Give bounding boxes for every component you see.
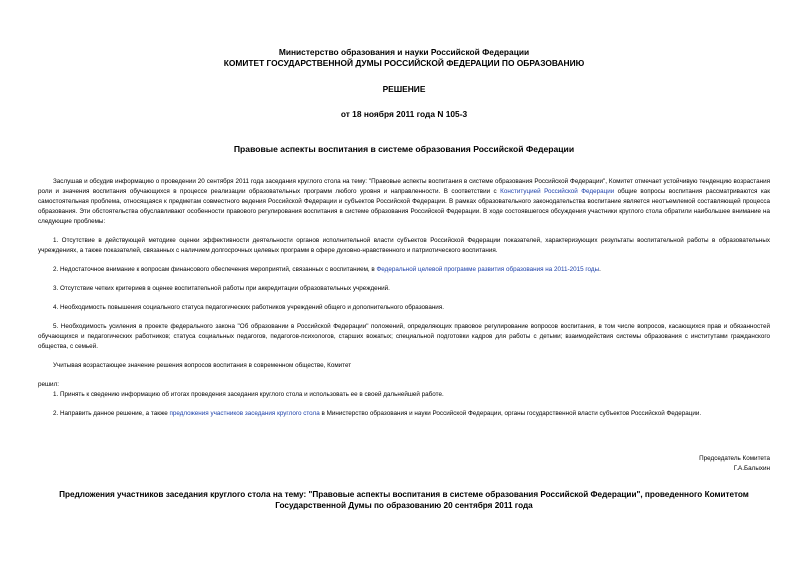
intro-text-1: Заслушав и обсудив информацию о проведении 20 сентября 2011 года заседания круглого стола на тему: "Правовые аспекты воспитания в системе образования Российской Федерации", Комитет отмечает устойчивую тенденцию возрастания роли и значения воспитания обучающихся в процессе реализации образовательных программ любого уровня и направленности. В соответствии с bbox=[38, 178, 770, 195]
intro-text-2: общие вопросы воспитания рассматриваются как самостоятельная проблема, относящаяся к предметам совместного ведения Российской Федерации и субъектов Российской Федерации. В рамках образовательного законодательства воспитание является неотъемлемой составляющей процесса образования. Эти обстоятельства обуславливают особенности правового регулирования воспитания в системе образования Российской Федерации. В ходе состоявшегося обсуждения участники круглого стола обратили наибольшее внимание на следующие проблемы: bbox=[38, 188, 770, 225]
document-title: Правовые аспекты воспитания в системе образования Российской Федерации bbox=[233, 144, 575, 154]
signature-role: Председатель Комитета bbox=[699, 455, 770, 462]
committee-heading: КОМИТЕТ ГОСУДАРСТВЕННОЙ ДУМЫ РОССИЙСКОЙ ФЕДЕРАЦИИ ПО ОБРАЗОВАНИЮ bbox=[223, 58, 585, 68]
problem-item-3: 3. Отсутствие четких критериев в оценке воспитательной работы при аккредитации образовательных учреждений. bbox=[53, 285, 390, 292]
problem-item-5: 5. Необходимость усиления в проекте федерального закона "Об образовании в Российской Федерации" положений, определяющих правовое регулирование вопросов воспитания, в том числе вопросов, касающихся прав и обязанностей обучающихся и педагогических работников; статуса социальных педагогов, педагогов-психологов, старших вожатых; специальной подготовки кадров для работы с детьми; взаимодействия системы образования с институтами гражданского общества, с семьей. bbox=[38, 323, 770, 350]
decision-heading: РЕШЕНИЕ bbox=[382, 84, 426, 94]
problem-item-2-text-1: 2. Недостаточное внимание к вопросам финансового обеспечения мероприятий, связанных с воспитанием, в bbox=[53, 266, 377, 273]
proposals-heading: Предложения участников заседания круглого стола на тему: "Правовые аспекты воспитания в системе образования Российской Федерации", проведенного Комитетом Государственной Думы по образованию 20 сентября 2011 года bbox=[59, 490, 749, 510]
resolution-item-2-text-1: 2. Направить данное решение, а также bbox=[53, 410, 170, 417]
problem-item-4: 4. Необходимость повышения социального статуса педагогических работников учреждений общего и дополнительного образования. bbox=[53, 304, 444, 311]
ministry-heading: Министерство образования и науки Российской Федерации bbox=[278, 47, 530, 57]
resolution-item-2-text-2: в Министерство образования и науки Российской Федерации, органы государственной власти субъектов Российской Федерации. bbox=[319, 410, 702, 417]
considering-paragraph: Учитывая возрастающее значение решения вопросов воспитания в современном обществе, Комитет bbox=[53, 362, 352, 369]
resolved-label: решил: bbox=[38, 381, 59, 388]
problem-item-1: 1. Отсутствие в действующей методике оценки эффективности деятельности органов исполнительной власти субъектов Российской Федерации показателей, характеризующих результаты воспитательной работы в образовательных учреждениях, а также показателей, связанных с наличием долгосрочных целевых программ в сфере духовно-нравственного и патриотического воспитания. bbox=[38, 237, 770, 254]
signature-name: Г.А.Балыхин bbox=[733, 465, 770, 472]
constitution-link[interactable]: Конституцией Российской Федерации bbox=[500, 188, 615, 195]
signature-block bbox=[38, 454, 770, 474]
document-body bbox=[38, 177, 770, 419]
decision-date: от 18 ноября 2011 года N 105-3 bbox=[340, 109, 468, 119]
problem-item-2-text-2: . bbox=[599, 266, 601, 273]
federal-program-link[interactable]: Федеральной целевой программе развития образования на 2011-2015 годы bbox=[376, 266, 600, 273]
resolution-item-1: 1. Принять к сведению информацию об итогах проведения заседания круглого стола и использовать ее в своей дальнейшей работе. bbox=[53, 391, 444, 398]
intro-paragraph bbox=[38, 177, 770, 227]
problem-item-2 bbox=[38, 265, 770, 275]
resolution-item-2 bbox=[38, 409, 770, 419]
proposals-link[interactable]: предложения участников заседания круглого стола bbox=[169, 410, 320, 417]
